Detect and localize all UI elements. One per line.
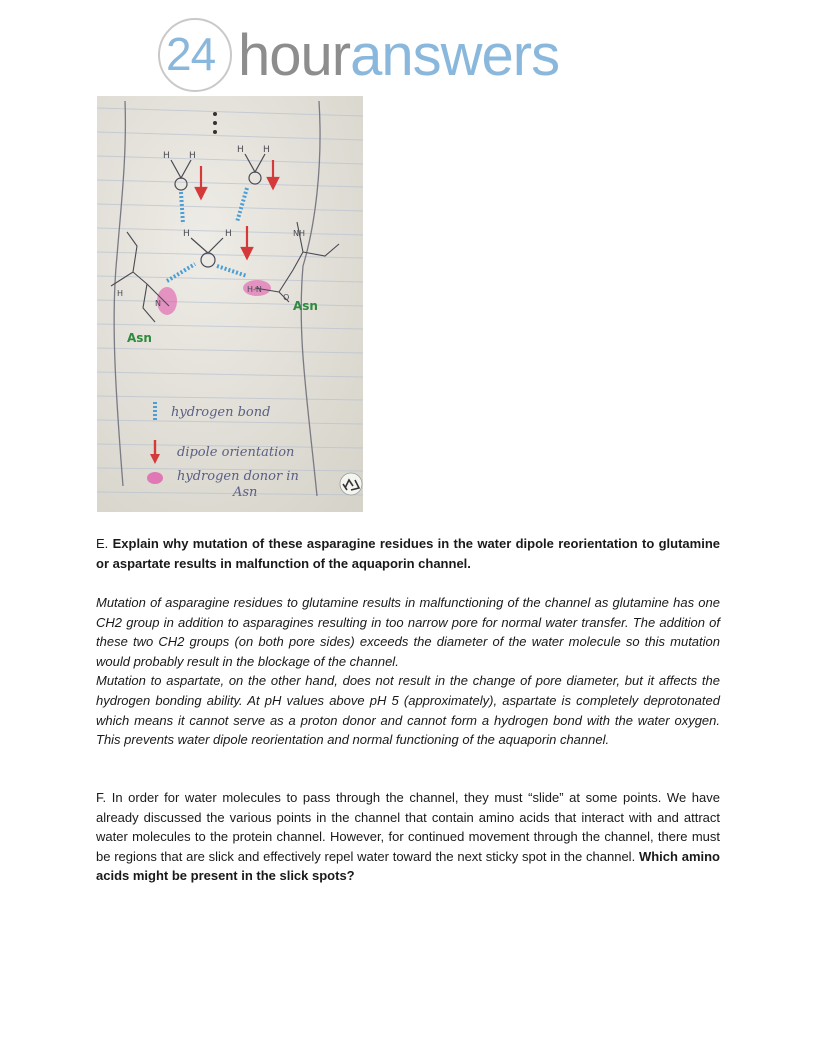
ellipsis-dots bbox=[213, 112, 217, 134]
logo-wordmark bbox=[238, 24, 559, 88]
recycle-icon bbox=[340, 473, 362, 495]
answer-e-paragraph-2: Mutation to aspartate, on the other hand, does not result in the change of pore diameter, but it affects the hydrogen bonding ability. At pH values above pH 5 (approximately), aspartate is completely deprotonated which means it cannot serve as a proton donor and cannot form a hydrogen bond with the water oxygen. This prevents water dipole reorientation and normal functioning of the aquaporin channel. bbox=[96, 673, 720, 748]
legend-donor-label-2: Asn bbox=[233, 485, 258, 500]
svg-text:H: H bbox=[189, 151, 196, 161]
svg-text:H: H bbox=[263, 145, 270, 155]
site-logo bbox=[158, 16, 628, 94]
question-f-bold: Which amino acids might be present in the slick spots? bbox=[96, 848, 720, 884]
svg-text:H: H bbox=[225, 229, 232, 239]
legend-dipole-label: dipole orientation bbox=[177, 445, 295, 460]
svg-text:NH: NH bbox=[293, 229, 305, 238]
svg-text:H: H bbox=[117, 289, 124, 298]
svg-text:H: H bbox=[163, 151, 170, 161]
svg-text:H-N: H-N bbox=[247, 285, 262, 294]
logo-word-hour: hour bbox=[238, 23, 351, 88]
svg-text:H: H bbox=[183, 229, 190, 239]
asn-label-left: Asn bbox=[127, 331, 152, 345]
legend-hydrogen-bond-label: hydrogen bond bbox=[171, 405, 271, 420]
logo-word-answers: answers bbox=[350, 23, 560, 88]
svg-text:O: O bbox=[283, 293, 290, 302]
svg-text:H: H bbox=[237, 145, 244, 155]
question-f-text: F. In order for water molecules to pass through the channel, they must “slide” at some points. We have already discussed the various points in the channel that contain amino acids that interact with and attract water molecules to the protein channel. However, for continued movement through the channel, there must be regions that are slick and effectively repel water toward the next sticky spot in the channel. bbox=[96, 790, 720, 864]
answer-e bbox=[96, 593, 720, 750]
logo-number: 24 bbox=[166, 28, 216, 80]
legend-donor-label: hydrogen donor in bbox=[177, 469, 299, 484]
answer-e-paragraph-1: Mutation of asparagine residues to glutamine results in malfunctioning of the channel as glutamine has one CH2 group in addition to asparagines resulting in too narrow pore for normal water transfer. The addition of these two CH2 groups (on both pore sides) exceeds the diameter of the water molecule so this mutation would probably result in the blockage of the channel. bbox=[96, 595, 720, 669]
question-f bbox=[96, 788, 720, 886]
svg-text:N: N bbox=[155, 299, 161, 308]
question-e-prefix: E. bbox=[96, 536, 113, 551]
question-e-text: Explain why mutation of these asparagine residues in the water dipole reorientation to glutamine or aspartate results in malfunction of the aquaporin channel. bbox=[96, 536, 720, 571]
handwritten-diagram-photo bbox=[97, 96, 363, 512]
question-e bbox=[96, 534, 720, 573]
asn-label-right: Asn bbox=[293, 299, 318, 313]
